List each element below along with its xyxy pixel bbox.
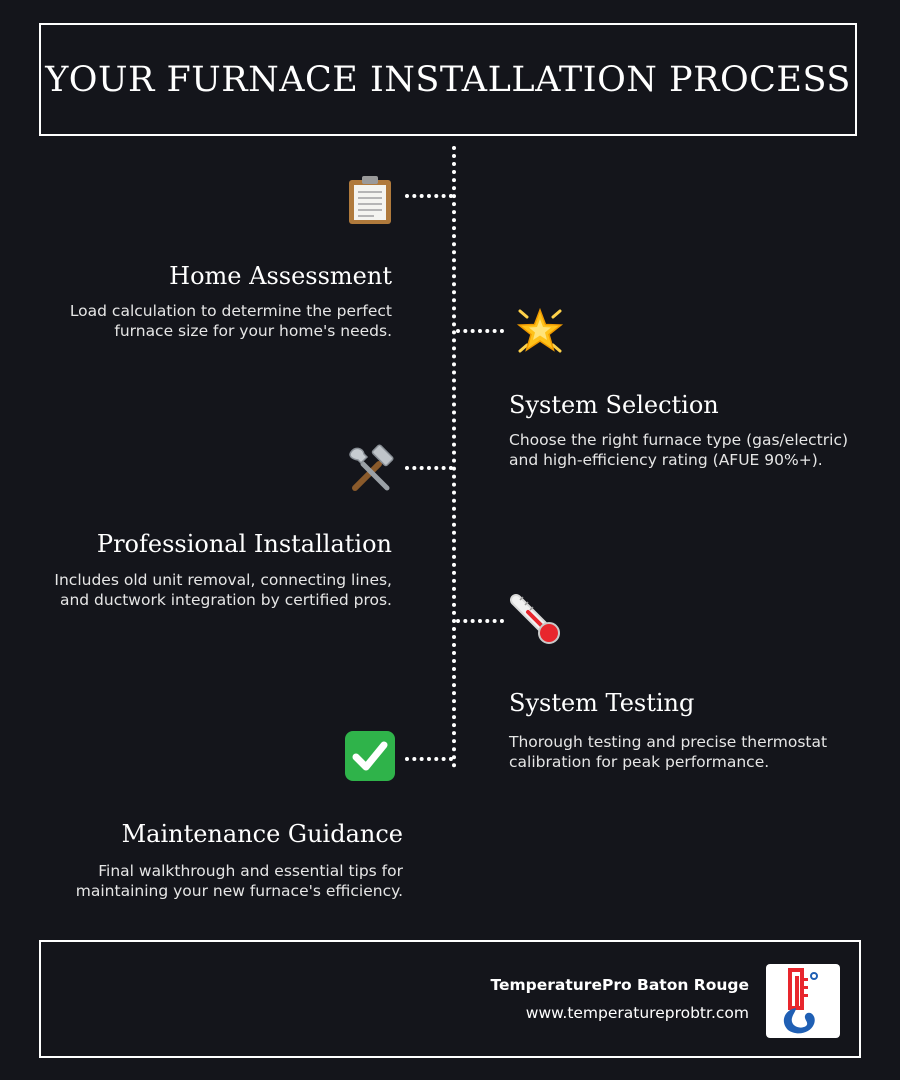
thermometer-logo-icon (766, 964, 840, 1038)
step-title: Maintenance Guidance (121, 820, 403, 848)
connector-step-5 (405, 757, 453, 761)
step-description: Final walkthrough and essential tips for maintaining your new furnace's efficiency. (75, 862, 403, 900)
step-title: System Selection (509, 391, 719, 419)
company-name: TemperaturePro Baton Rouge (490, 976, 749, 994)
connector-step-3 (405, 466, 453, 470)
footer-banner (39, 940, 861, 1058)
connector-step-4 (456, 619, 504, 623)
step-description: Load calculation to determine the perfect furnace size for your home's needs. (69, 302, 392, 340)
step-description: Thorough testing and precise thermostat calibration for peak performance. (509, 733, 828, 771)
connector-step-1 (405, 194, 453, 198)
step-title: Home Assessment (169, 262, 392, 290)
step-title: System Testing (509, 689, 695, 717)
checkmark-icon (344, 730, 396, 782)
step-title: Professional Installation (96, 530, 392, 558)
tools-icon (345, 444, 397, 496)
timeline-spine (452, 146, 456, 768)
thermometer-icon (510, 594, 564, 646)
company-logo (766, 964, 840, 1038)
title-banner (39, 23, 857, 136)
page-title: YOUR FURNACE INSTALLATION PROCESS (45, 59, 851, 100)
step-description: Includes old unit removal, connecting lines, and ductwork integration by certified pros. (54, 571, 392, 609)
star-icon (516, 307, 564, 355)
connector-step-2 (456, 329, 504, 333)
company-url[interactable]: www.temperatureprobtr.com (525, 1004, 749, 1022)
clipboard-icon (347, 175, 393, 225)
step-description: Choose the right furnace type (gas/electric) and high-efficiency rating (AFUE 90%+). (509, 431, 849, 469)
